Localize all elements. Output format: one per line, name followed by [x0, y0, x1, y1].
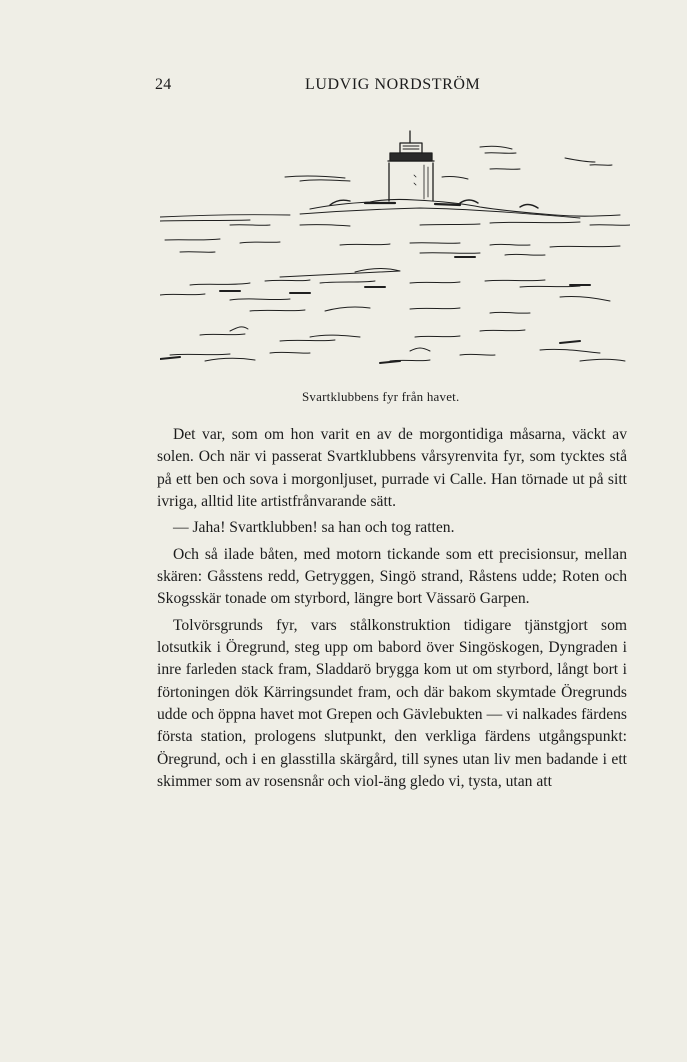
sky-strokes — [285, 146, 612, 181]
lighthouse-icon — [388, 131, 434, 201]
lighthouse-illustration — [160, 125, 630, 385]
paragraph: — Jaha! Svartklubben! sa han och tog ratten. — [173, 519, 455, 537]
page-header — [155, 76, 627, 100]
paragraph: Det var, som om hon varit en av de morgontidiga måsarna, väckt av solen. Och när vi passerat Svartklubbens vårsyrenvita fyr, som tycktes stå på ett ben och sova i morgonljuset, purrade vi Calle. Han törnade ut på sitt ivriga, alltid lite artistfrånvarande sätt. — [157, 426, 627, 511]
running-head: LUDVIG NORDSTRÖM — [305, 76, 481, 93]
paragraph: Tolvörsgrunds fyr, vars stålkonstruktion tidigare tjänstgjort som lotsutkik i Öregrund, steg upp om babord över Singöskogen, Dyngraden i inre farleden stack fram, Sladdarö brygga kom ut om styrbord, långt bort i förtoningen dök Kärringsundet fram, och där bakom skymtade Öregrunds udde och öppna havet mot Grepen och Gävlebukten — vi nalkades färdens första station, prologens slutpunkt, den verkliga färdens utgångspunkt: Öregrund, och i en glasstilla skärgård, till synes utan liv men badande i ett skimmer som av rosensnår och viol-äng gledo vi, tysta, utan att — [157, 616, 627, 791]
body-text — [157, 424, 627, 794]
island-icon — [160, 199, 620, 218]
paragraph: Och så ilade båten, med motorn tickande som ett precisionsur, mellan skären: Gåsstens redd, Getryggen, Singö strand, Råstens udde; Roten och Skogsskär tonade om styrbord, längre bort Vässarö Garpen. — [157, 545, 627, 608]
figure-caption: Svartklubbens fyr från havet. — [302, 389, 460, 404]
water-dark-strokes — [160, 257, 590, 363]
page-number: 24 — [155, 76, 172, 93]
